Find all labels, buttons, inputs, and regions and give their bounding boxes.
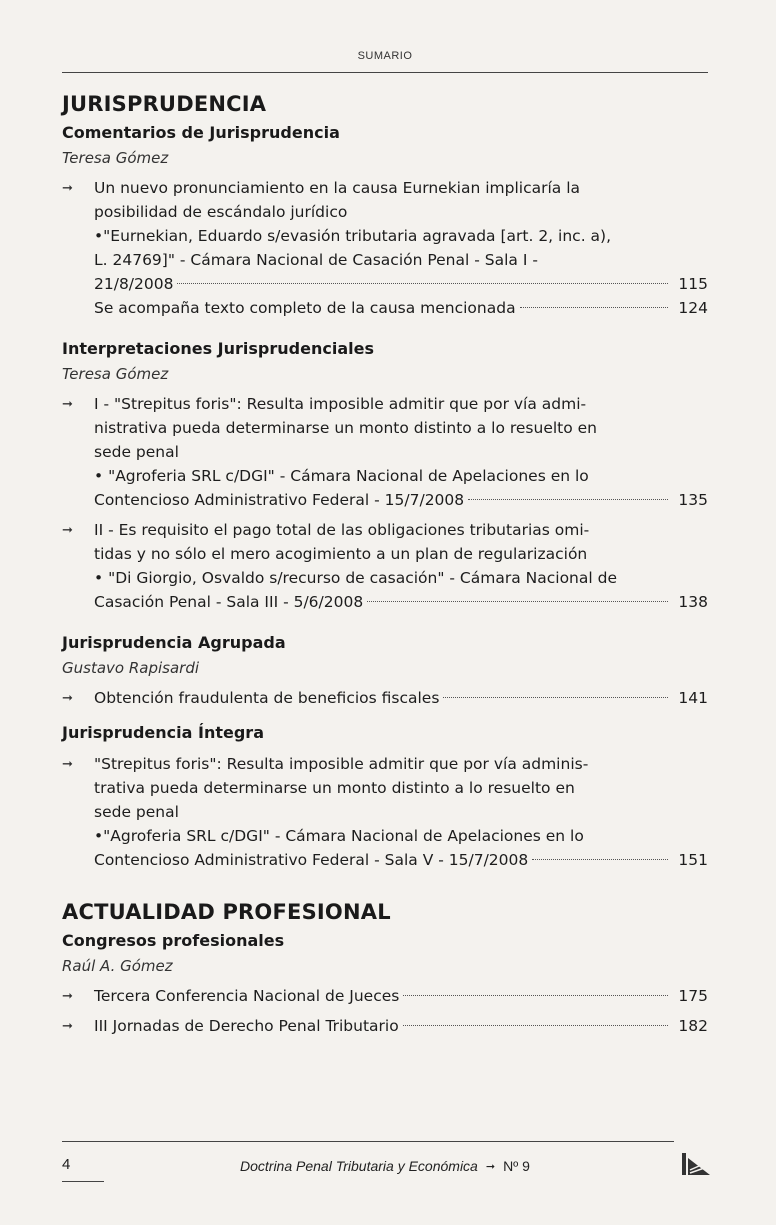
entry-citation: •"Agroferia SRL c/DGI" - Cámara Nacional de Apelaciones en lo: [94, 827, 584, 845]
toc-entry: [62, 176, 708, 320]
entry-text: posibilidad de escándalo jurídico: [94, 203, 348, 221]
running-head: SUMARIO: [357, 50, 413, 62]
dot-leader: [468, 499, 668, 500]
toc-line: [94, 590, 708, 614]
right-arrow-icon: ➞: [62, 756, 73, 772]
entry-text: "Strepitus foris": Resulta imposible admitir que por vía adminis-: [94, 755, 589, 773]
entry-text: III Jornadas de Derecho Penal Tributario: [94, 1017, 399, 1035]
right-arrow-icon: ➞: [62, 1018, 73, 1034]
author-agrupada: Gustavo Rapisardi: [62, 659, 200, 677]
subsection-title-agrupada: Jurisprudencia Agrupada: [62, 633, 286, 652]
footer-rule: [62, 1141, 674, 1142]
toc-line: [94, 296, 708, 320]
journal-title: Doctrina Penal Tributaria y Económica: [240, 1158, 478, 1174]
entry-citation: Casación Penal - Sala III - 5/6/2008: [94, 593, 364, 611]
footer-journal: [240, 1158, 530, 1174]
page-number: 138: [678, 593, 708, 611]
right-arrow-icon: ➞: [62, 180, 73, 196]
right-arrow-icon: ➞: [62, 690, 73, 706]
dot-leader: [367, 601, 668, 602]
toc-entry: [62, 984, 708, 1008]
toc-entry: [62, 686, 708, 710]
entry-text: Tercera Conferencia Nacional de Jueces: [94, 987, 400, 1005]
entry-citation: L. 24769]" - Cámara Nacional de Casación Penal - Sala I -: [94, 251, 538, 269]
page-number: 151: [678, 851, 708, 869]
subsection-title-integra: Jurisprudencia Íntegra: [62, 723, 264, 742]
entry-text: tidas y no sólo el mero acogimiento a un plan de regularización: [94, 545, 588, 563]
author-comentarios: Teresa Gómez: [62, 149, 169, 167]
dot-leader: [403, 995, 668, 996]
section-title-jurisprudencia: JURISPRUDENCIA: [62, 92, 267, 116]
entry-citation: • "Di Giorgio, Osvaldo s/recurso de casación" - Cámara Nacional de: [94, 569, 617, 587]
entry-text: Se acompaña texto completo de la causa mencionada: [94, 299, 516, 317]
entry-citation: •"Eurnekian, Eduardo s/evasión tributaria agravada [art. 2, inc. a),: [94, 227, 612, 245]
toc-line: [94, 686, 708, 710]
subsection-title-comentarios: Comentarios de Jurisprudencia: [62, 123, 340, 142]
toc-line: [94, 272, 708, 296]
subsection-title-interpretaciones: Interpretaciones Jurisprudenciales: [62, 339, 374, 358]
subsection-title-congresos: Congresos profesionales: [62, 931, 285, 950]
entry-text: sede penal: [94, 803, 179, 821]
right-arrow-icon: ➞: [62, 522, 73, 538]
header-rule: [62, 72, 708, 73]
issue-number: Nº 9: [503, 1158, 530, 1174]
dot-leader: [403, 1025, 668, 1026]
page-number: 141: [678, 689, 708, 707]
entry-citation: • "Agroferia SRL c/DGI" - Cámara Nacional de Apelaciones en lo: [94, 467, 589, 485]
toc-entry: [62, 518, 708, 614]
dot-leader: [443, 697, 668, 698]
folio-underline: [62, 1181, 104, 1182]
entry-text: II - Es requisito el pago total de las obligaciones tributarias omi-: [94, 521, 590, 539]
entry-citation: Contencioso Administrativo Federal - 15/7/2008: [94, 491, 465, 509]
page-number: 135: [678, 491, 708, 509]
entry-citation: 21/8/2008: [94, 275, 174, 293]
toc-line: [94, 848, 708, 872]
entry-text: Obtención fraudulenta de beneficios fiscales: [94, 689, 440, 707]
author-congresos: Raúl A. Gómez: [62, 957, 173, 975]
entry-text: I - "Strepitus foris": Resulta imposible admitir que por vía admi-: [94, 395, 587, 413]
toc-entry: [62, 752, 708, 872]
entry-text: sede penal: [94, 443, 179, 461]
dot-leader: [177, 283, 668, 284]
entry-text: nistrativa pueda determinarse un monto distinto a lo resuelto en: [94, 419, 598, 437]
entry-text: Un nuevo pronunciamiento en la causa Eurnekian implicaría la: [94, 179, 581, 197]
toc-line: [94, 488, 708, 512]
right-arrow-icon: ➞: [485, 1160, 496, 1173]
right-arrow-icon: ➞: [62, 988, 73, 1004]
dot-leader: [520, 307, 668, 308]
page-number: 124: [678, 299, 708, 317]
toc-line: [94, 1014, 708, 1038]
toc-entry: [62, 392, 708, 512]
author-interpretaciones: Teresa Gómez: [62, 365, 169, 383]
toc-line: [94, 984, 708, 1008]
table-of-contents: [62, 88, 708, 1038]
toc-entry: [62, 1014, 708, 1038]
right-arrow-icon: ➞: [62, 396, 73, 412]
dot-leader: [532, 859, 668, 860]
page-number: 175: [678, 987, 708, 1005]
entry-citation: Contencioso Administrativo Federal - Sala V - 15/7/2008: [94, 851, 529, 869]
page-number: 115: [678, 275, 708, 293]
page-number: 182: [678, 1017, 708, 1035]
entry-text: trativa pueda determinarse un monto distinto a lo resuelto en: [94, 779, 575, 797]
section-title-actualidad: ACTUALIDAD PROFESIONAL: [62, 900, 391, 924]
folio-page-number: 4: [62, 1156, 71, 1173]
publisher-logo-icon: [680, 1150, 714, 1178]
